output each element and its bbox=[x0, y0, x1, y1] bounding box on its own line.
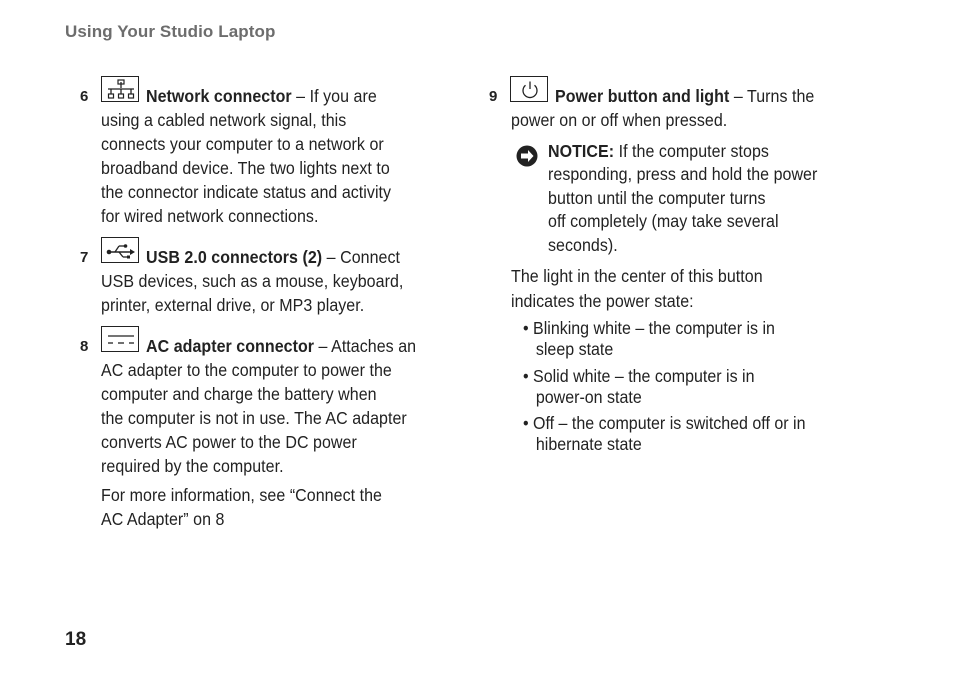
light-line-0: The light in the center of this button bbox=[511, 266, 763, 286]
bullet-2-line-0: • Off – the computer is switched off or in bbox=[523, 413, 806, 433]
item-9-body bbox=[511, 108, 727, 132]
notice-label: NOTICE: bbox=[548, 141, 615, 161]
item-7-line-1: USB devices, such as a mouse, keyboard, bbox=[101, 271, 404, 291]
item-8-line-2: computer and charge the battery when bbox=[101, 384, 377, 404]
notice-icon bbox=[516, 145, 538, 167]
item-8-line-4: converts AC power to the DC power bbox=[101, 432, 357, 452]
power-icon-box bbox=[510, 76, 548, 102]
item-7-line-0: – Connect bbox=[322, 247, 401, 267]
bullet-0-line-1: sleep state bbox=[535, 339, 614, 359]
item-9-title: Power button and light bbox=[555, 86, 730, 106]
usb-icon-box bbox=[101, 237, 139, 263]
item-6-line-2: connects your computer to a network or bbox=[101, 134, 384, 154]
power-light-text bbox=[511, 264, 763, 314]
bullet-item-off bbox=[523, 413, 805, 455]
item-6-first-line bbox=[146, 84, 377, 108]
item-9-line-1: power on or off when pressed. bbox=[511, 110, 728, 130]
more-info-line-1: AC Adapter” on 8 bbox=[101, 509, 225, 529]
item-8-body bbox=[101, 358, 407, 478]
notice-line-1: responding, press and hold the power bbox=[548, 164, 818, 184]
notice-line-0: If the computer stops bbox=[614, 141, 769, 161]
bullet-0-line-0: • Blinking white – the computer is in bbox=[523, 318, 775, 338]
item-number-9: 9 bbox=[489, 88, 498, 105]
usb-icon bbox=[102, 238, 140, 264]
item-8-first-line bbox=[146, 334, 416, 358]
bullet-2-line-1: hibernate state bbox=[535, 434, 642, 454]
item-8-line-0: – Attaches an bbox=[314, 336, 417, 356]
notice-line-4: seconds). bbox=[548, 235, 618, 256]
item-7-first-line bbox=[146, 245, 400, 269]
item-8-line-1: AC adapter to the computer to power the bbox=[101, 360, 392, 380]
notice-line-3: off completely (may take several bbox=[548, 211, 779, 232]
notice-first-line bbox=[548, 139, 769, 163]
light-line-1: indicates the power state: bbox=[511, 291, 694, 311]
item-6-line-0: – If you are bbox=[291, 86, 377, 106]
item-7-title: USB 2.0 connectors (2) bbox=[146, 247, 323, 267]
item-9-line-0: – Turns the bbox=[729, 86, 815, 106]
more-info-line-0: For more information, see “Connect the bbox=[101, 485, 382, 505]
network-icon-box bbox=[101, 76, 139, 102]
item-9-first-line bbox=[555, 84, 814, 108]
network-icon bbox=[102, 77, 140, 103]
item-8-more-info bbox=[101, 483, 382, 531]
item-6-line-5: for wired network connections. bbox=[101, 206, 319, 226]
item-6-line-3: broadband device. The two lights next to bbox=[101, 158, 390, 178]
item-6-body bbox=[101, 108, 391, 228]
item-6-title: Network connector bbox=[146, 86, 292, 106]
notice-body bbox=[548, 163, 817, 258]
item-8-line-3: the computer is not in use. The AC adapter bbox=[101, 408, 407, 428]
item-6-line-1: using a cabled network signal, this bbox=[101, 110, 347, 130]
item-number-7: 7 bbox=[80, 249, 89, 266]
notice-line-2: button until the computer turns bbox=[548, 187, 766, 208]
item-8-line-5: required by the computer. bbox=[101, 456, 284, 476]
dc-power-icon-box bbox=[101, 326, 139, 352]
running-header: Using Your Studio Laptop bbox=[65, 22, 276, 41]
bullet-1-line-1: power-on state bbox=[535, 387, 642, 407]
page-number: 18 bbox=[65, 629, 87, 650]
item-7-body bbox=[101, 269, 403, 317]
power-icon bbox=[511, 77, 549, 103]
dc-power-icon bbox=[102, 327, 140, 353]
item-7-line-2: printer, external drive, or MP3 player. bbox=[101, 295, 365, 315]
bullet-item-solid bbox=[523, 366, 754, 408]
bullet-1-line-0: • Solid white – the computer is in bbox=[523, 366, 755, 386]
item-number-8: 8 bbox=[80, 338, 89, 355]
item-number-6: 6 bbox=[80, 88, 89, 105]
item-8-title: AC adapter connector bbox=[146, 336, 315, 356]
item-6-line-4: the connector indicate status and activity bbox=[101, 182, 392, 202]
bullet-item-blinking bbox=[523, 318, 775, 360]
